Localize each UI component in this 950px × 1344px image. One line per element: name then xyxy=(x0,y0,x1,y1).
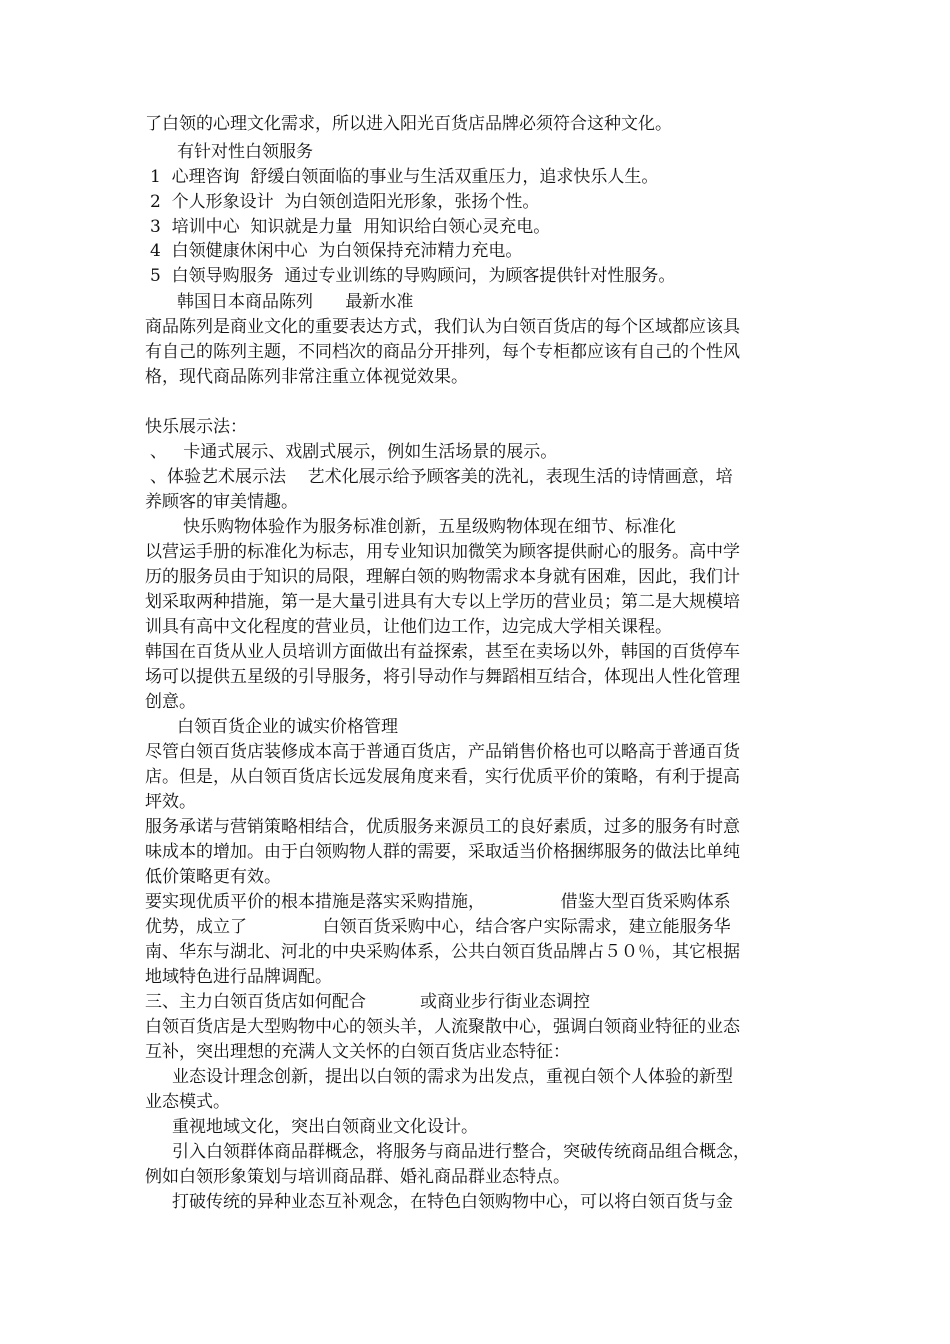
text-line: 训具有高中文化程度的营业员，让他们边工作，边完成大学相关课程。 xyxy=(145,617,672,637)
text-line: 坪效。 xyxy=(145,792,196,812)
text-line: 养顾客的审美情趣。 xyxy=(145,492,298,512)
text-line: 划采取两种措施，第一是大量引进具有大专以上学历的营业员；第二是大规模培 xyxy=(145,592,740,612)
text-line: 互补，突出理想的充满人文关怀的白领百货店业态特征： xyxy=(145,1042,570,1062)
text-line: 低价策略更有效。 xyxy=(145,867,281,887)
text-line: 以营运手册的标准化为标志，用专业知识加微笑为顾客提供耐心的服务。高中学 xyxy=(145,542,740,562)
text-line: 业态模式。 xyxy=(145,1092,230,1112)
section-heading: 三、主力白领百货店如何配合 或商业步行街业态调控 xyxy=(145,992,591,1012)
text-line: 韩国在百货从业人员培训方面做出有益探索，甚至在卖场以外，韩国的百货停车 xyxy=(145,642,740,662)
text-line: 店。但是，从白领百货店长远发展角度来看，实行优质平价的策略，有利于提高 xyxy=(145,767,740,787)
section-heading: 白领百货企业的诚实价格管理 xyxy=(177,717,398,737)
list-item: 4 白领健康休闲中心 为白领保持充沛精力充电。 xyxy=(150,241,523,261)
text-line: 味成本的增加。由于白领购物人群的需要，采取适当价格捆绑服务的做法比单纯 xyxy=(145,842,740,862)
text-line: 要实现优质平价的根本措施是落实采购措施， 借鉴大型百货采购体系 xyxy=(145,892,731,912)
list-item: 1 心理咨询 舒缓白领面临的事业与生活双重压力，追求快乐人生。 xyxy=(150,167,659,187)
text-line: 场可以提供五星级的引导服务，将引导动作与舞蹈相互结合，体现出人性化管理 xyxy=(145,667,740,687)
section-heading: 有针对性白领服务 xyxy=(177,142,313,162)
section-heading: 快乐购物体验作为服务标准创新，五星级购物体现在细节、标准化 xyxy=(183,517,676,537)
list-item: 2 个人形象设计 为白领创造阳光形象，张扬个性。 xyxy=(150,192,540,212)
text-line: 白领百货店是大型购物中心的领头羊，人流聚散中心，强调白领商业特征的业态 xyxy=(145,1017,740,1037)
text-line: 业态设计理念创新，提出以白领的需求为出发点，重视白领个人体验的新型 xyxy=(172,1067,733,1087)
text-line: 格，现代商品陈列非常注重立体视觉效果。 xyxy=(145,367,468,387)
text-line: 引入白领群体商品群概念，将服务与商品进行整合，突破传统商品组合概念， xyxy=(172,1142,750,1162)
text-line: 例如白领形象策划与培训商品群、婚礼商品群业态特点。 xyxy=(145,1167,570,1187)
text-line: 商品陈列是商业文化的重要表达方式，我们认为白领百货店的每个区域都应该具 xyxy=(145,317,740,337)
text-line: 服务承诺与营销策略相结合，优质服务来源员工的良好素质，过多的服务有时意 xyxy=(145,817,740,837)
text-line: 历的服务员由于知识的局限，理解白领的购物需求本身就有困难，因此，我们计 xyxy=(145,567,740,587)
section-heading: 韩国日本商品陈列 最新水准 xyxy=(177,292,414,312)
text-line: 打破传统的异种业态互补观念，在特色白领购物中心，可以将白领百货与金 xyxy=(172,1192,733,1212)
text-line: 地域特色进行品牌调配。 xyxy=(145,967,332,987)
list-item: 3 培训中心 知识就是力量 用知识给白领心灵充电。 xyxy=(150,217,551,237)
text-line: 尽管白领百货店装修成本高于普通百货店，产品销售价格也可以略高于普通百货 xyxy=(145,742,740,762)
text-line: 创意。 xyxy=(145,692,196,712)
list-item: 5 白领导购服务 通过专业训练的导购顾问，为顾客提供针对性服务。 xyxy=(150,266,676,286)
list-item: 、体验艺术展示法 艺术化展示给予顾客美的洗礼，表现生活的诗情画意，培 xyxy=(150,467,733,487)
text-line: 有自己的陈列主题，不同档次的商品分开排列，每个专柜都应该有自己的个性风 xyxy=(145,342,740,362)
text-line: 重视地域文化，突出白领商业文化设计。 xyxy=(172,1117,478,1137)
text-line: 优势，成立了 白领百货采购中心，结合客户实际需求，建立能服务华 xyxy=(145,917,731,937)
list-item: 、 卡通式展示、戏剧式展示，例如生活场景的展示。 xyxy=(150,442,558,462)
text-line: 了白领的心理文化需求，所以进入阳光百货店品牌必须符合这种文化。 xyxy=(145,114,672,134)
text-line: 南、华东与湖北、河北的中央采购体系，公共白领百货品牌占５０％，其它根据 xyxy=(145,942,740,962)
section-heading: 快乐展示法： xyxy=(145,417,247,437)
